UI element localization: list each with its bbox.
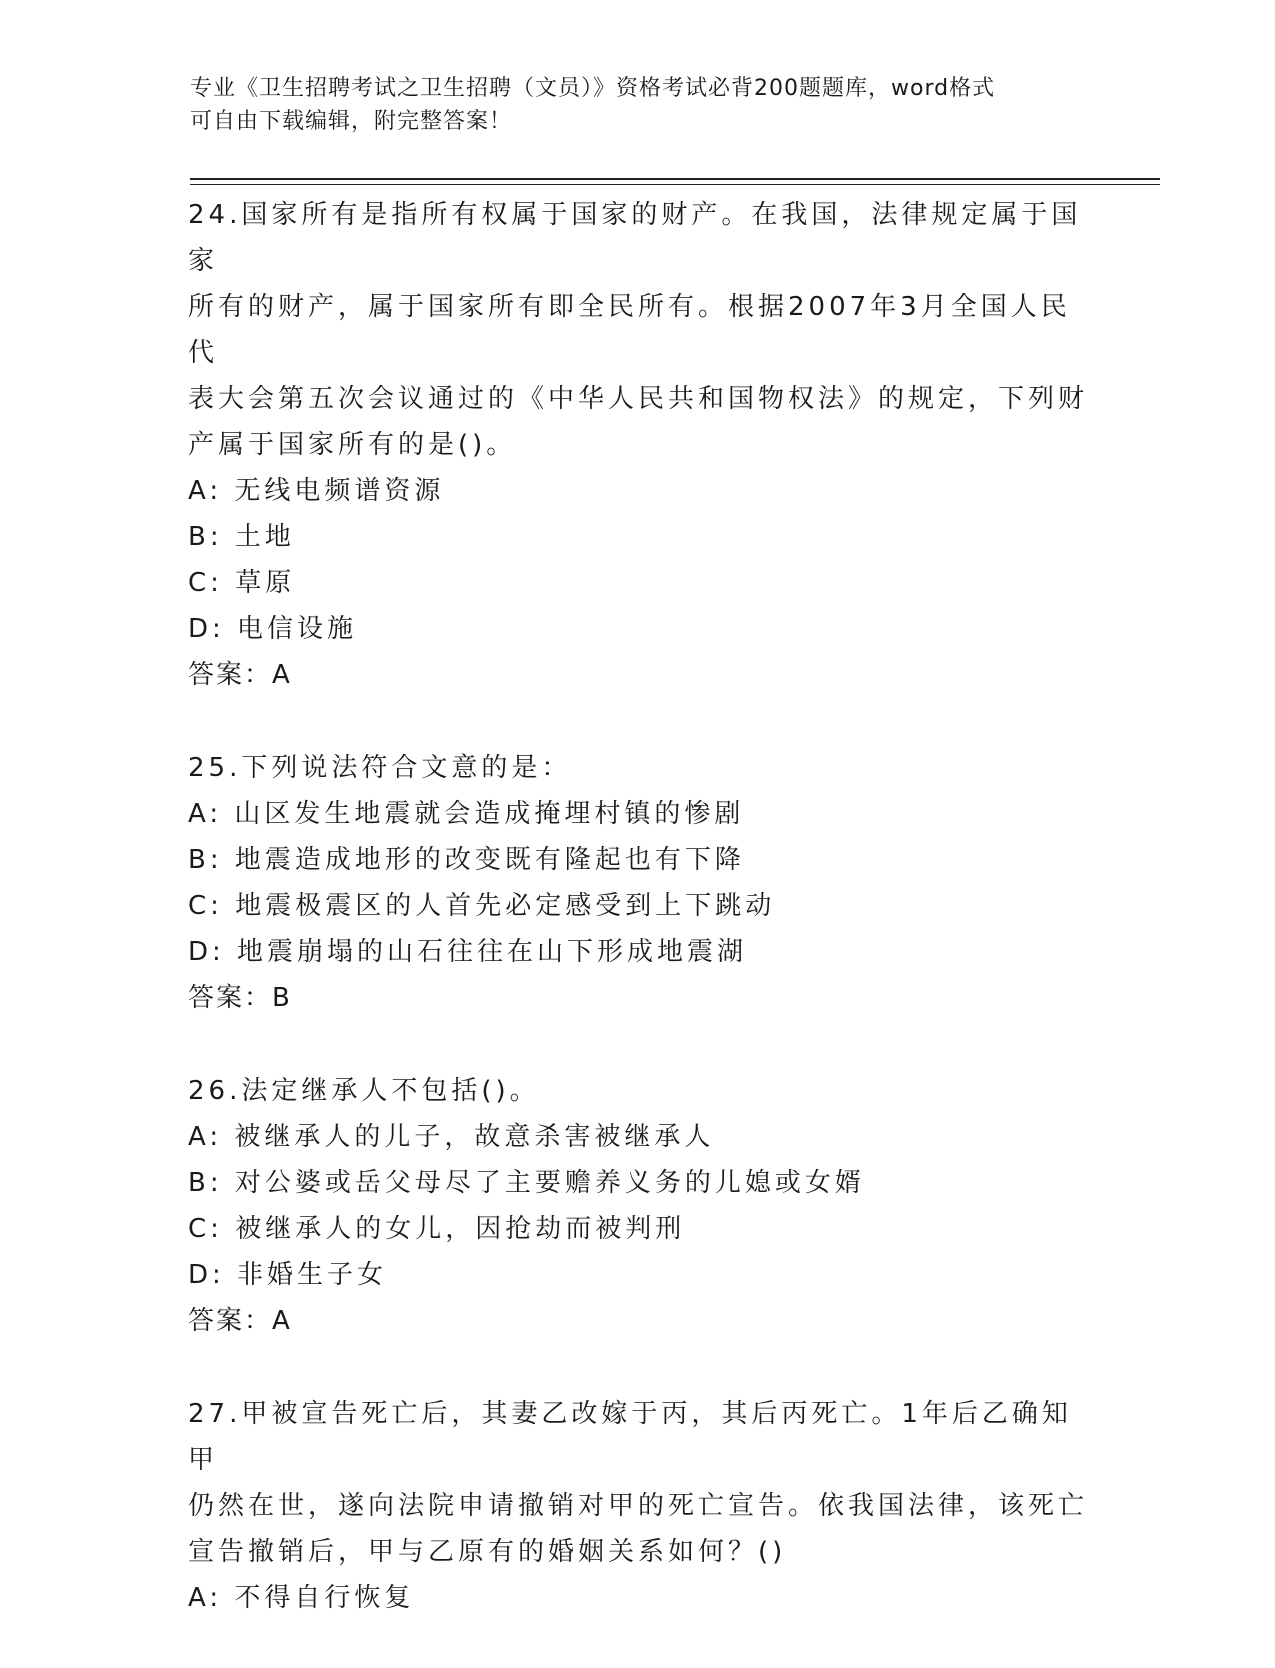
option-d: [188, 606, 1088, 652]
option-b: [188, 514, 1088, 560]
option-label: C:: [188, 1214, 223, 1244]
option-text: 非婚生子女: [237, 1260, 388, 1290]
option-text: 对公婆或岳父母尽了主要赡养义务的儿媳或女婿: [234, 1168, 865, 1198]
question-list: [188, 192, 1088, 1668]
option-a: [188, 791, 1088, 837]
option-text: 地震造成地形的改变既有隆起也有下降: [234, 845, 745, 875]
option-text: 山区发生地震就会造成掩埋村镇的惨剧: [234, 799, 745, 829]
option-label: C:: [188, 891, 223, 921]
header-divider-thin: [190, 184, 1160, 185]
answer-label: 答案：: [188, 983, 273, 1013]
header-divider-thick: [190, 178, 1160, 180]
question-26: [188, 1068, 1088, 1344]
answer-value: A: [272, 1306, 292, 1336]
option-label: B:: [188, 1168, 223, 1198]
option-label: A:: [188, 476, 223, 506]
option-text: 土地: [234, 522, 295, 552]
question-text: 表大会第五次会议通过的《中华人民共和国物权法》的规定，下列财: [188, 384, 1089, 414]
option-text: 无线电频谱资源: [234, 476, 445, 506]
option-text: 被继承人的儿子，故意杀害被继承人: [234, 1122, 715, 1152]
option-label: D:: [188, 614, 225, 644]
answer-line: [188, 975, 1088, 1021]
question-text: 24.国家所有是指所有权属于国家的财产。在我国，法律规定属于国家: [188, 200, 1082, 276]
option-label: B:: [188, 845, 223, 875]
option-c: [188, 1206, 1088, 1252]
option-c: [188, 560, 1088, 606]
question-text: 仍然在世，遂向法院申请撤销对甲的死亡宣告。依我国法律，该死亡: [188, 1491, 1089, 1521]
question-text: 所有的财产，属于国家所有即全民所有。根据2007年3月全国人民代: [188, 292, 1071, 368]
answer-value: A: [272, 660, 292, 690]
option-text: 草原: [235, 568, 296, 598]
option-text: 被继承人的女儿，因抢劫而被判刑: [235, 1214, 686, 1244]
question-27: [188, 1391, 1088, 1621]
option-label: B:: [188, 522, 223, 552]
option-text: 地震极震区的人首先必定感受到上下跳动: [235, 891, 776, 921]
option-text: 地震崩塌的山石往往在山下形成地震湖: [237, 937, 748, 967]
option-b: [188, 837, 1088, 883]
answer-label: 答案：: [188, 660, 273, 690]
option-b: [188, 1160, 1088, 1206]
answer-label: 答案：: [188, 1306, 273, 1336]
question-text: 26.法定继承人不包括()。: [188, 1076, 540, 1106]
question-text: 产属于国家所有的是()。: [188, 430, 517, 460]
answer-value: B: [272, 983, 292, 1013]
question-25: [188, 745, 1088, 1021]
question-24: [188, 192, 1088, 698]
option-label: A:: [188, 1583, 223, 1613]
option-a: [188, 1575, 1088, 1621]
question-text: 27.甲被宣告死亡后，其妻乙改嫁于丙，其后丙死亡。1年后乙确知甲: [188, 1399, 1072, 1475]
question-text: 宣告撤销后，甲与乙原有的婚姻关系如何？(): [188, 1537, 787, 1567]
option-a: [188, 468, 1088, 514]
option-d: [188, 929, 1088, 975]
header-line: 专业《卫生招聘考试之卫生招聘（文员）》资格考试必背200题题库，word格式: [190, 76, 996, 101]
document-header: [190, 72, 1090, 138]
option-label: A:: [188, 799, 223, 829]
answer-line: [188, 1298, 1088, 1344]
option-c: [188, 883, 1088, 929]
option-d: [188, 1252, 1088, 1298]
option-label: C:: [188, 568, 223, 598]
header-line: 可自由下载编辑，附完整答案！: [190, 109, 513, 134]
answer-line: [188, 652, 1088, 698]
option-a: [188, 1114, 1088, 1160]
question-text: 25.下列说法符合文意的是：: [188, 753, 572, 783]
option-label: D:: [188, 937, 225, 967]
option-text: 电信设施: [237, 614, 358, 644]
option-label: A:: [188, 1122, 223, 1152]
option-text: 不得自行恢复: [234, 1583, 415, 1613]
option-label: D:: [188, 1260, 225, 1290]
